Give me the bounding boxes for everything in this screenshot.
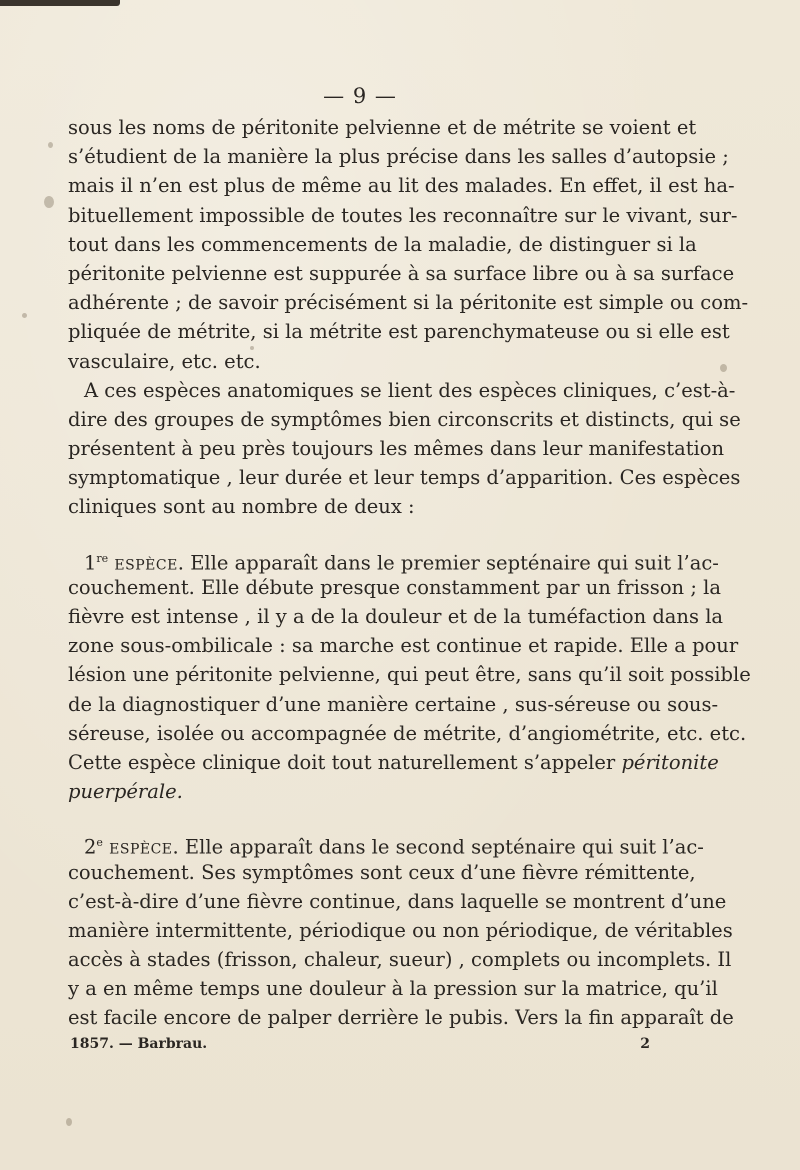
text-line: A ces espèces anatomiques se lient des espèces cliniques, c’est-à- <box>84 378 736 402</box>
species-label: espèce <box>114 551 178 575</box>
foxing-spot <box>720 364 727 372</box>
text-line: bituellement impossible de toutes les reconnaître sur le vivant, sur- <box>68 203 738 227</box>
text-line: sous les noms de péritonite pelvienne et de métrite se voient et <box>68 116 697 139</box>
species-first-line: . Elle apparaît dans le premier septénaire qui suit l’ac- <box>177 551 719 575</box>
species-ordinal-suffix: e <box>96 836 103 850</box>
foxing-spot <box>22 313 27 318</box>
text-line: pliquée de métrite, si la métrite est parenchymateuse ou si elle est <box>68 320 730 344</box>
italic-term: péritonite <box>621 750 719 774</box>
species-ordinal: 1 <box>84 551 97 575</box>
paragraph-first-species <box>68 544 751 807</box>
text-line: dire des groupes de symptômes bien circonscrits et distincts, qui se <box>68 407 741 431</box>
species-ordinal: 2 <box>84 835 97 859</box>
text-line: couchement. Ses symptômes sont ceux d’une fièvre rémittente, <box>68 860 696 884</box>
paragraph-gap <box>68 522 680 544</box>
text-line: mais il n’en est plus de même au lit des malades. En effet, il est ha- <box>68 174 735 198</box>
paragraph-1 <box>68 113 749 376</box>
text-fragment: Cette espèce clinique doit tout naturellement s’appeler <box>68 750 616 774</box>
text-line: y a en même temps une douleur à la pression sur la matrice, qu’il <box>68 977 718 1001</box>
text-line: péritonite pelvienne est suppurée à sa surface libre ou à sa surface <box>68 261 735 285</box>
text-line: accès à stades (frisson, chaleur, sueur) , complets ou incomplets. Il <box>68 948 732 972</box>
paragraph-second-species <box>68 828 734 1032</box>
text-line: cliniques sont au nombre de deux : <box>68 495 415 519</box>
foxing-spot <box>44 196 54 208</box>
text-line: est facile encore de palper derrière le pubis. Vers la fin apparaît de <box>68 1006 734 1030</box>
imprint-label: 1857. — Barbrau. <box>70 1036 208 1052</box>
paragraph-gap <box>68 806 680 828</box>
signature-footer <box>70 1036 650 1052</box>
text-line: séreuse, isolée ou accompagnée de métrite, d’angiométrite, etc. etc. <box>68 721 747 745</box>
text-line: lésion une péritonite pelvienne, qui peut être, sans qu’il soit possible <box>68 663 751 687</box>
text-line: s’étudient de la manière la plus précise dans les salles d’autopsie ; <box>68 145 729 169</box>
page-number: — 9 — <box>323 84 397 108</box>
species-first-line: . Elle apparaît dans le second septénaire qui suit l’ac- <box>172 835 704 859</box>
italic-term: puerpérale. <box>68 780 183 804</box>
text-line: manière intermittente, périodique ou non périodique, de véritables <box>68 918 733 942</box>
text-line-with-term <box>68 748 719 777</box>
species-heading-line <box>68 544 719 575</box>
foxing-spot <box>66 1118 72 1126</box>
text-line: symptomatique , leur durée et leur temps d’apparition. Ces espèces <box>68 466 741 490</box>
text-line: c’est-à-dire d’une fièvre continue, dans laquelle se montrent d’une <box>68 889 727 913</box>
paragraph-2 <box>68 376 741 522</box>
text-line: zone sous-ombilicale : sa marche est continue et rapide. Elle a pour <box>68 634 739 658</box>
foxing-spot <box>48 142 53 148</box>
text-line: tout dans les commencements de la maladie, de distinguer si la <box>68 232 697 256</box>
body-text <box>68 113 751 1033</box>
text-line: adhérente ; de savoir précisément si la péritonite est simple ou com- <box>68 291 749 315</box>
species-ordinal-suffix: re <box>96 551 109 565</box>
species-heading-line <box>68 828 704 859</box>
text-line: présentent à peu près toujours les mêmes dans leur manifestation <box>68 437 725 461</box>
text-line: de la diagnostiquer d’une manière certaine , sus-séreuse ou sous- <box>68 692 719 716</box>
text-line: fièvre est intense , il y a de la douleur et de la tuméfaction dans la <box>68 605 724 628</box>
text-line: couchement. Elle débute presque constamment par un frisson ; la <box>68 575 721 599</box>
species-label: espèce <box>109 835 173 859</box>
text-line <box>68 777 680 806</box>
text-line: vasculaire, etc. etc. <box>68 349 261 373</box>
top-edge-rule <box>0 0 120 6</box>
signature-number: 2 <box>640 1036 650 1052</box>
